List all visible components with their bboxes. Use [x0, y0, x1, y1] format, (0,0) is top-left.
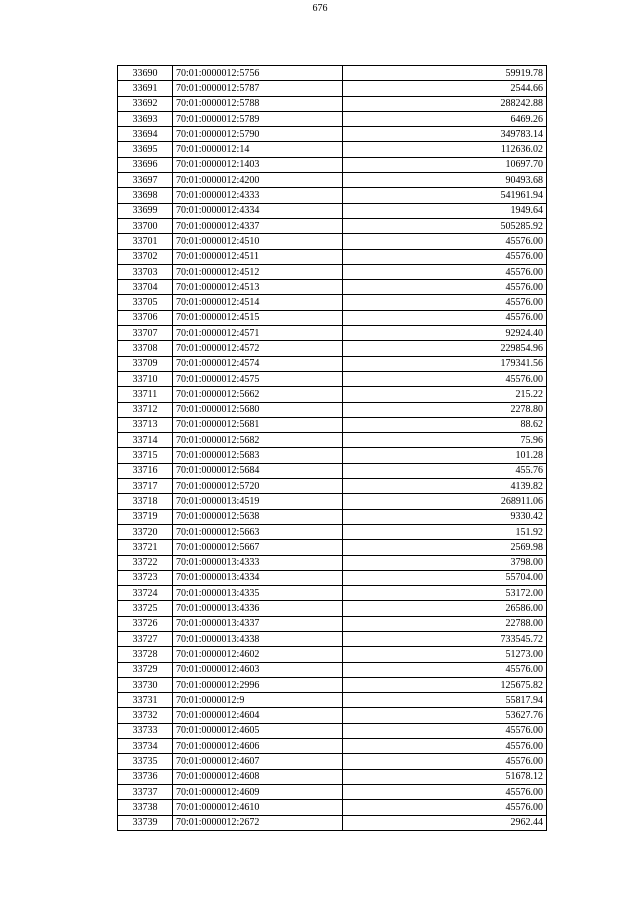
row-number-cell: 33702 [118, 249, 173, 264]
cadastral-number-cell: 70:01:0000012:5683 [173, 448, 343, 463]
value-cell: 151.92 [343, 524, 547, 539]
table-row [118, 218, 547, 233]
cadastral-number-cell: 70:01:0000013:4335 [173, 586, 343, 601]
value-cell: 90493.68 [343, 173, 547, 188]
table-row [118, 96, 547, 111]
table-row [118, 142, 547, 157]
row-number-cell: 33727 [118, 631, 173, 646]
table-row [118, 555, 547, 570]
value-cell: 53172.00 [343, 586, 547, 601]
cadastral-number-cell: 70:01:0000012:4610 [173, 800, 343, 815]
table-row [118, 570, 547, 585]
value-cell: 51273.00 [343, 647, 547, 662]
row-number-cell: 33696 [118, 157, 173, 172]
row-number-cell: 33715 [118, 448, 173, 463]
cadastral-number-cell: 70:01:0000012:5680 [173, 402, 343, 417]
row-number-cell: 33732 [118, 708, 173, 723]
cadastral-number-cell: 70:01:0000012:4511 [173, 249, 343, 264]
value-cell: 2278.80 [343, 402, 547, 417]
row-number-cell: 33705 [118, 295, 173, 310]
cadastral-number-cell: 70:01:0000013:4334 [173, 570, 343, 585]
value-cell: 2962.44 [343, 815, 547, 830]
row-number-cell: 33719 [118, 509, 173, 524]
cadastral-number-cell: 70:01:0000012:2672 [173, 815, 343, 830]
row-number-cell: 33694 [118, 127, 173, 142]
row-number-cell: 33726 [118, 616, 173, 631]
table-row [118, 784, 547, 799]
table-row [118, 402, 547, 417]
table-row [118, 769, 547, 784]
row-number-cell: 33728 [118, 647, 173, 662]
cadastral-number-cell: 70:01:0000012:4604 [173, 708, 343, 723]
value-cell: 45576.00 [343, 784, 547, 799]
cadastral-number-cell: 70:01:0000012:5638 [173, 509, 343, 524]
cadastral-number-cell: 70:01:0000012:5662 [173, 387, 343, 402]
row-number-cell: 33735 [118, 754, 173, 769]
table-row [118, 280, 547, 295]
row-number-cell: 33718 [118, 494, 173, 509]
table-row [118, 815, 547, 830]
cadastral-number-cell: 70:01:0000012:5756 [173, 66, 343, 81]
cadastral-number-cell: 70:01:0000012:4333 [173, 188, 343, 203]
row-number-cell: 33738 [118, 800, 173, 815]
value-cell: 505285.92 [343, 218, 547, 233]
cadastral-number-cell: 70:01:0000012:5788 [173, 96, 343, 111]
row-number-cell: 33724 [118, 586, 173, 601]
value-cell: 51678.12 [343, 769, 547, 784]
value-cell: 288242.88 [343, 96, 547, 111]
cadastral-number-cell: 70:01:0000012:5667 [173, 540, 343, 555]
value-cell: 45576.00 [343, 249, 547, 264]
cadastral-number-cell: 70:01:0000012:4609 [173, 784, 343, 799]
value-cell: 92924.40 [343, 326, 547, 341]
cadastral-number-cell: 70:01:0000012:5720 [173, 479, 343, 494]
table-row [118, 616, 547, 631]
value-cell: 1949.64 [343, 203, 547, 218]
cadastral-number-cell: 70:01:0000012:1403 [173, 157, 343, 172]
value-cell: 45576.00 [343, 264, 547, 279]
table-row [118, 677, 547, 692]
row-number-cell: 33697 [118, 173, 173, 188]
cadastral-number-cell: 70:01:0000012:4510 [173, 234, 343, 249]
table-row [118, 417, 547, 432]
value-cell: 75.96 [343, 433, 547, 448]
value-cell: 45576.00 [343, 234, 547, 249]
row-number-cell: 33739 [118, 815, 173, 830]
cadastral-number-cell: 70:01:0000013:4336 [173, 601, 343, 616]
cadastral-number-cell: 70:01:0000012:5682 [173, 433, 343, 448]
table-row [118, 448, 547, 463]
table-row [118, 463, 547, 478]
table-row [118, 708, 547, 723]
table-body [118, 66, 547, 831]
table-row [118, 524, 547, 539]
value-cell: 9330.42 [343, 509, 547, 524]
row-number-cell: 33701 [118, 234, 173, 249]
table-row [118, 647, 547, 662]
cadastral-number-cell: 70:01:0000012:4605 [173, 723, 343, 738]
cadastral-number-cell: 70:01:0000012:5789 [173, 111, 343, 126]
table-row [118, 111, 547, 126]
cadastral-number-cell: 70:01:0000012:4607 [173, 754, 343, 769]
row-number-cell: 33736 [118, 769, 173, 784]
value-cell: 45576.00 [343, 800, 547, 815]
row-number-cell: 33729 [118, 662, 173, 677]
value-cell: 59919.78 [343, 66, 547, 81]
value-cell: 45576.00 [343, 723, 547, 738]
cadastral-number-cell: 70:01:0000012:5790 [173, 127, 343, 142]
row-number-cell: 33713 [118, 417, 173, 432]
row-number-cell: 33700 [118, 218, 173, 233]
row-number-cell: 33703 [118, 264, 173, 279]
value-cell: 45576.00 [343, 280, 547, 295]
table-row [118, 356, 547, 371]
table-row [118, 494, 547, 509]
cadastral-number-cell: 70:01:0000012:2996 [173, 677, 343, 692]
value-cell: 45576.00 [343, 310, 547, 325]
cadastral-number-cell: 70:01:0000012:14 [173, 142, 343, 157]
cadastral-number-cell: 70:01:0000012:4514 [173, 295, 343, 310]
table-row [118, 586, 547, 601]
row-number-cell: 33737 [118, 784, 173, 799]
cadastral-number-cell: 70:01:0000012:9 [173, 693, 343, 708]
table-row [118, 295, 547, 310]
value-cell: 3798.00 [343, 555, 547, 570]
table-row [118, 326, 547, 341]
table-row [118, 81, 547, 96]
cadastral-number-cell: 70:01:0000012:4574 [173, 356, 343, 371]
cadastral-number-cell: 70:01:0000012:4515 [173, 310, 343, 325]
cadastral-number-cell: 70:01:0000013:4338 [173, 631, 343, 646]
table-row [118, 662, 547, 677]
value-cell: 541961.94 [343, 188, 547, 203]
cadastral-number-cell: 70:01:0000012:4575 [173, 371, 343, 386]
cadastral-number-cell: 70:01:0000012:5684 [173, 463, 343, 478]
table-row [118, 509, 547, 524]
cadastral-number-cell: 70:01:0000013:4337 [173, 616, 343, 631]
table-row [118, 371, 547, 386]
value-cell: 733545.72 [343, 631, 547, 646]
row-number-cell: 33723 [118, 570, 173, 585]
table-row [118, 433, 547, 448]
row-number-cell: 33734 [118, 739, 173, 754]
row-number-cell: 33704 [118, 280, 173, 295]
cadastral-number-cell: 70:01:0000012:4200 [173, 173, 343, 188]
cadastral-number-cell: 70:01:0000012:4603 [173, 662, 343, 677]
cadastral-number-cell: 70:01:0000012:4602 [173, 647, 343, 662]
row-number-cell: 33706 [118, 310, 173, 325]
table-row [118, 387, 547, 402]
cadastral-number-cell: 70:01:0000012:4606 [173, 739, 343, 754]
table-row [118, 203, 547, 218]
value-cell: 45576.00 [343, 662, 547, 677]
row-number-cell: 33708 [118, 341, 173, 356]
row-number-cell: 33716 [118, 463, 173, 478]
value-cell: 215.22 [343, 387, 547, 402]
value-cell: 55704.00 [343, 570, 547, 585]
cadastral-number-cell: 70:01:0000012:5787 [173, 81, 343, 96]
table-row [118, 173, 547, 188]
row-number-cell: 33695 [118, 142, 173, 157]
table-row [118, 264, 547, 279]
table-row [118, 66, 547, 81]
row-number-cell: 33709 [118, 356, 173, 371]
row-number-cell: 33722 [118, 555, 173, 570]
row-number-cell: 33712 [118, 402, 173, 417]
row-number-cell: 33731 [118, 693, 173, 708]
row-number-cell: 33730 [118, 677, 173, 692]
value-cell: 4139.82 [343, 479, 547, 494]
table-row [118, 157, 547, 172]
table-row [118, 693, 547, 708]
value-cell: 2569.98 [343, 540, 547, 555]
cadastral-number-cell: 70:01:0000012:5663 [173, 524, 343, 539]
table-row [118, 127, 547, 142]
cadastral-number-cell: 70:01:0000013:4519 [173, 494, 343, 509]
table-row [118, 188, 547, 203]
value-cell: 45576.00 [343, 295, 547, 310]
row-number-cell: 33711 [118, 387, 173, 402]
cadastral-number-cell: 70:01:0000012:4334 [173, 203, 343, 218]
value-cell: 179341.56 [343, 356, 547, 371]
table-row [118, 479, 547, 494]
table-row [118, 800, 547, 815]
table-row [118, 249, 547, 264]
table-row [118, 341, 547, 356]
value-cell: 455.76 [343, 463, 547, 478]
row-number-cell: 33717 [118, 479, 173, 494]
row-number-cell: 33692 [118, 96, 173, 111]
cadastral-number-cell: 70:01:0000013:4333 [173, 555, 343, 570]
row-number-cell: 33698 [118, 188, 173, 203]
value-cell: 10697.70 [343, 157, 547, 172]
table-row [118, 310, 547, 325]
cadastral-number-cell: 70:01:0000012:4571 [173, 326, 343, 341]
value-cell: 55817.94 [343, 693, 547, 708]
table-row [118, 601, 547, 616]
row-number-cell: 33707 [118, 326, 173, 341]
cadastral-number-cell: 70:01:0000012:4608 [173, 769, 343, 784]
page-number: 676 [312, 3, 328, 14]
value-cell: 88.62 [343, 417, 547, 432]
value-cell: 26586.00 [343, 601, 547, 616]
value-cell: 2544.66 [343, 81, 547, 96]
value-cell: 6469.26 [343, 111, 547, 126]
row-number-cell: 33690 [118, 66, 173, 81]
row-number-cell: 33733 [118, 723, 173, 738]
value-cell: 22788.00 [343, 616, 547, 631]
value-cell: 349783.14 [343, 127, 547, 142]
cadastral-number-cell: 70:01:0000012:4572 [173, 341, 343, 356]
cadastral-number-cell: 70:01:0000012:4513 [173, 280, 343, 295]
table-row [118, 754, 547, 769]
cadastral-number-cell: 70:01:0000012:5681 [173, 417, 343, 432]
value-cell: 125675.82 [343, 677, 547, 692]
table-row [118, 631, 547, 646]
row-number-cell: 33714 [118, 433, 173, 448]
table-row [118, 723, 547, 738]
row-number-cell: 33721 [118, 540, 173, 555]
value-cell: 45576.00 [343, 754, 547, 769]
value-cell: 268911.06 [343, 494, 547, 509]
table-row [118, 234, 547, 249]
row-number-cell: 33725 [118, 601, 173, 616]
cadastral-value-table [117, 65, 547, 831]
table-row [118, 540, 547, 555]
cadastral-number-cell: 70:01:0000012:4512 [173, 264, 343, 279]
row-number-cell: 33693 [118, 111, 173, 126]
value-cell: 53627.76 [343, 708, 547, 723]
row-number-cell: 33720 [118, 524, 173, 539]
value-cell: 45576.00 [343, 371, 547, 386]
value-cell: 45576.00 [343, 739, 547, 754]
value-cell: 229854.96 [343, 341, 547, 356]
row-number-cell: 33710 [118, 371, 173, 386]
table-row [118, 739, 547, 754]
row-number-cell: 33699 [118, 203, 173, 218]
value-cell: 101.28 [343, 448, 547, 463]
value-cell: 112636.02 [343, 142, 547, 157]
row-number-cell: 33691 [118, 81, 173, 96]
cadastral-number-cell: 70:01:0000012:4337 [173, 218, 343, 233]
